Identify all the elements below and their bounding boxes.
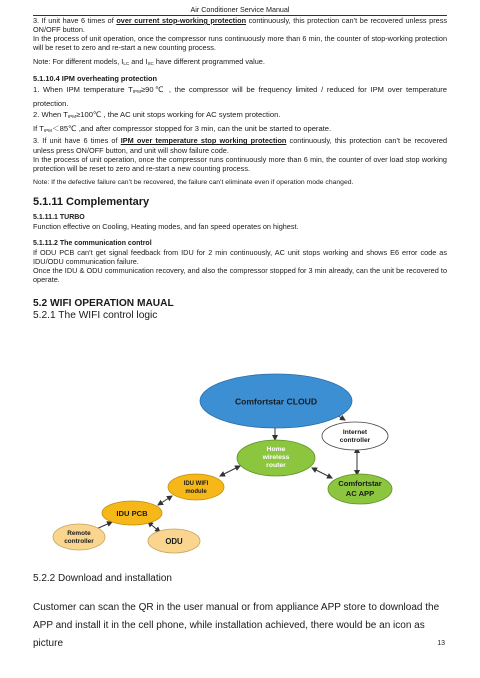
download-text: Customer can scan the QR in the user manual or from appliance APP store to download the APP and install it in the cell phone, while installation achieved, there would be an icon as picture	[33, 602, 440, 649]
ipm-note: Note: If the defective failure can’t be recovered, the failure can’t eliminate even if operation mode changed.	[33, 178, 354, 186]
idu-pcb-label: IDU PCB	[116, 509, 148, 518]
turbo-text: Function effective on Cooling, Heating modes, and fan speed operates on highest.	[33, 221, 299, 231]
idu-wifi-module-node	[168, 474, 224, 500]
router-idu-wifi-link	[220, 466, 240, 476]
internet-controller-label-2: controller	[339, 437, 371, 444]
router-label-2: wireless	[262, 454, 290, 461]
router-label-3: router	[266, 462, 286, 469]
page-number: 13	[437, 640, 445, 647]
odu-label: ODU	[165, 537, 183, 546]
pcb-odu-link	[148, 522, 160, 532]
turbo-heading: 5.1.11.1 TURBO	[33, 213, 85, 221]
ac-app-label-2: AC APP	[345, 489, 375, 498]
download-heading: 5.2.2 Download and installation	[33, 573, 172, 584]
idu-wifi-label-1: IDU WIFI	[183, 481, 209, 487]
ipm-reset-text: In the process of unit operation, once the compressor runs continuously more than 6 min, the counter of over load stop working protection will be reset to zero and re-start a new counting process.	[33, 154, 447, 173]
idu-wifi-pcb-link	[158, 496, 172, 505]
over-current-item-3: 3. If unit have 6 times of over current stop-working protection continuously, this protection can’t be recovered unless press ON/OFF button.	[33, 16, 447, 35]
internet-controller-label-1: Internet	[342, 429, 368, 436]
ac-app-label-1: Comfortstar	[338, 479, 382, 488]
idu-wifi-label-2: module	[185, 489, 207, 495]
page-header: Air Conditioner Service Manual	[190, 5, 290, 14]
ipm-item-3: 3. If unit have 6 times of IPM over temperature stop working protection continuously, this protection can’t be recovered unless press ON/OFF button, and unit will show failure code.	[33, 136, 448, 155]
over-current-reset-text: In the process of unit operation, once the compressor runs continuously more than 6 min, the counter of stop-working protection will be reset to zero and re-start a new counting process.	[33, 34, 447, 53]
router-label-1: Home	[266, 446, 286, 453]
remote-controller-node	[53, 524, 105, 550]
download-section	[33, 573, 447, 653]
cloud-label: Comfortstar CLOUD	[234, 396, 318, 407]
communication-text-2: Once the IDU & ODU communication recovery, and also the compressor stopped for 3 min already, can the unit be recovered to operate.	[33, 266, 447, 285]
page-content	[33, 16, 447, 322]
remote-label-1: Remote	[67, 530, 91, 537]
remote-label-2: controller	[64, 538, 94, 545]
ipm-item-2: 2. When $T_{IPM}\ge 100℃$ , the AC unit stops working for AC system protection.	[33, 110, 281, 120]
wifi-heading: 5.2 WIFI OPERATION MAUAL	[33, 298, 174, 310]
router-app-link	[312, 468, 332, 478]
over-current-note: Note: For different models, $I_{LC}$ and $I_{SC}$ have different programmed value.	[33, 57, 265, 67]
communication-text-1: If ODU PCB can’t get signal feedback from IDU for 2 min continuously, AC unit stops working and shows E6 error code as IDU/ODU communication failure.	[33, 247, 447, 267]
ipm-heading: 5.1.10.4 IPM overheating protection	[33, 74, 158, 84]
communication-heading: 5.1.11.2 The communication control	[33, 239, 152, 247]
wifi-logic-subheading: 5.2.1 The WIFI control logic	[33, 310, 158, 322]
complementary-heading: 5.1.11 Complementary	[33, 195, 150, 208]
ipm-restart-condition: If $T_{IPM}<85℃$ ,and after compressor stopped for 3 min, can the unit be started to operate.	[33, 123, 332, 133]
internet-controller-node	[322, 422, 388, 450]
ipm-item-1: 1. When IPM temperature $T_{IPM}\ge 90℃$ , the compressor will be frequency limited / reduced for IPM over temperature protection.	[33, 85, 447, 108]
